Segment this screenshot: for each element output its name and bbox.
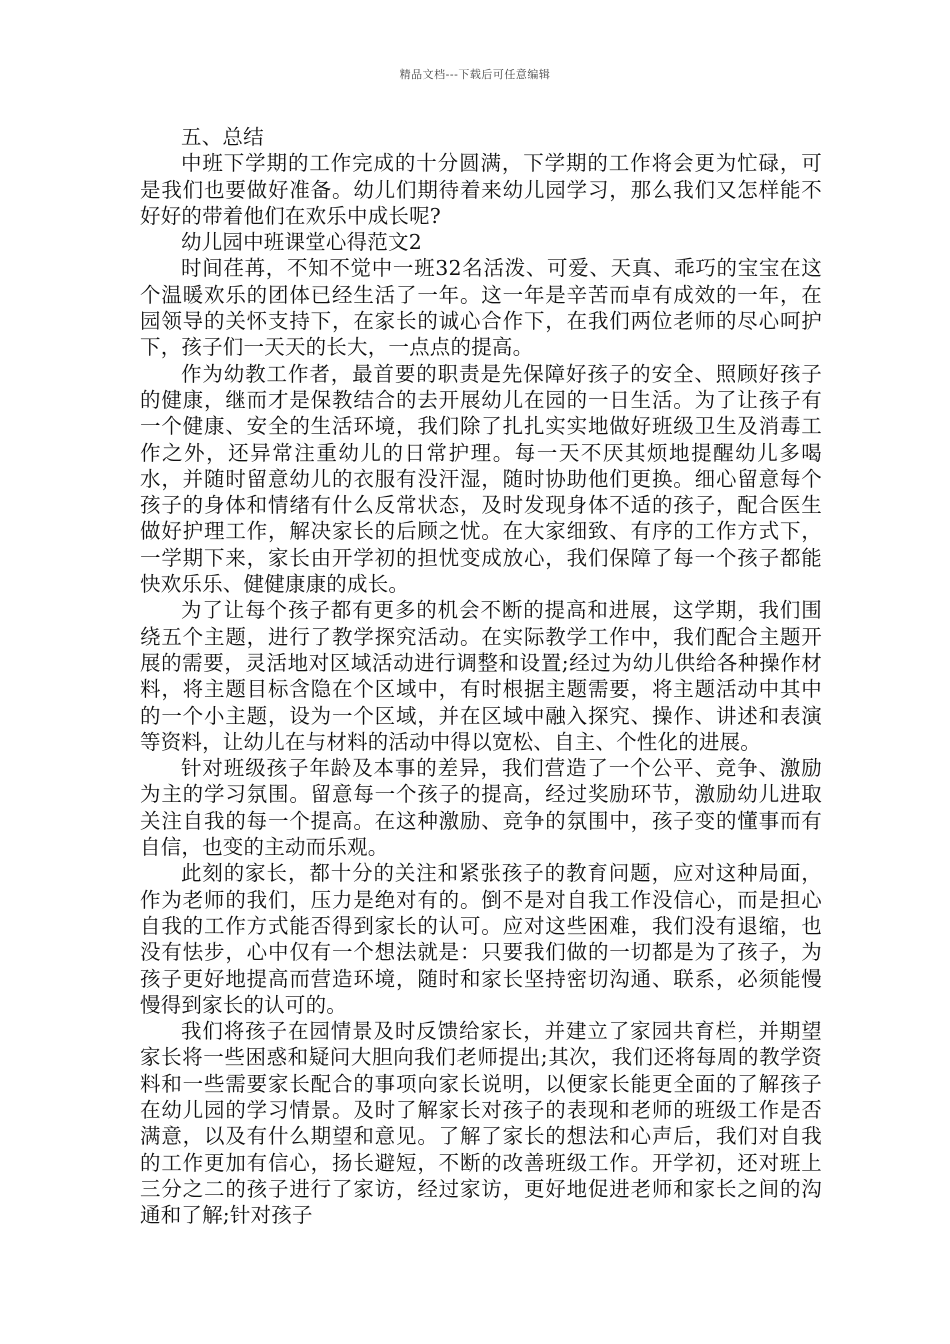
section-heading-summary: 五、总结 (181, 125, 264, 149)
paragraph: 针对班级孩子年龄及本事的差异，我们营造了一个公平、竞争、激励为主的学习氛围。留意每一个孩子的提高，经过奖励环节，激励幼儿进取关注自我的每一个提高。在这种激励、竞争的氛围中，孩子变的懂事而有自信，也变的主动而乐观。 (140, 756, 822, 860)
paragraph: 我们将孩子在园情景及时反馈给家长，并建立了家园共育栏，并期望家长将一些困惑和疑问大胆向我们老师提出;其次，我们还将每周的教学资料和一些需要家长配合的事项向家长说明，以便家长能更全面的了解孩子在幼儿园的学习情景。及时了解家长对孩子的表现和老师的班级工作是否满意，以及有什么期望和意见。了解了家长的想法和心声后，我们对自我的工作更加有信心，扬长避短，不断的改善班级工作。开学初，还对班上三分之二的孩子进行了家访，经过家访，更好地促进老师和家长之间的沟通和了解;针对孩子 (140, 1019, 822, 1228)
page-header: 精品文档---下载后可任意编辑 (399, 68, 551, 81)
paragraph: 作为幼教工作者，最首要的职责是先保障好孩子的安全、照顾好孩子的健康，继而才是保教结合的去开展幼儿在园的一日生活。为了让孩子有一个健康、安全的生活环境，我们除了扎扎实实地做好班级卫生及消毒工作之外，还异常注重幼儿的日常护理。每一天不厌其烦地提醒幼儿多喝水，并随时留意幼儿的衣服有没汗湿，随时协助他们更换。细心留意每个孩子的身体和情绪有什么反常状态，及时发现身体不适的孩子，配合医生做好护理工作，解决家长的后顾之忧。在大家细致、有序的工作方式下，一学期下来，家长由开学初的担忧变成放心，我们保障了每一个孩子都能快欢乐乐、健健康康的成长。 (140, 361, 822, 597)
paragraph: 时间荏苒，不知不觉中一班32名活泼、可爱、天真、乖巧的宝宝在这个温暖欢乐的团体已经生活了一年。这一年是辛苦而卓有成效的一年，在园领导的关怀支持下，在家长的诚心合作下，在我们两位老师的尽心呵护下，孩子们一天天的长大，一点点的提高。 (140, 256, 822, 360)
paragraph: 中班下学期的工作完成的十分圆满，下学期的工作将会更为忙碌，可是我们也要做好准备。幼儿们期待着来幼儿园学习，那么我们又怎样能不好好的带着他们在欢乐中成长呢? (140, 151, 822, 228)
document-body (140, 124, 822, 1228)
paragraph: 此刻的家长，都十分的关注和紧张孩子的教育问题，应对这种局面，作为老师的我们，压力是绝对有的。倒不是对自我工作没信心，而是担心自我的工作方式能否得到家长的认可。应对这些困难，我们没有退缩，也没有怯步，心中仅有一个想法就是：只要我们做的一切都是为了孩子，为孩子更好地提高而营造环境，随时和家长坚持密切沟通、联系，必须能慢慢得到家长的认可的。 (140, 861, 822, 1017)
paragraph: 为了让每个孩子都有更多的机会不断的提高和进展，这学期，我们围绕五个主题，进行了教学探究活动。在实际教学工作中，我们配合主题开展的需要，灵活地对区域活动进行调整和设置;经过为幼儿供给各种操作材料，将主题目标含隐在个区域中，有时根据主题需要，将主题活动中其中的一个小主题，设为一个区域，并在区域中融入探究、操作、讲述和表演等资料，让幼儿在与材料的活动中得以宽松、自主、个性化的进展。 (140, 598, 822, 754)
article-title: 幼儿园中班课堂心得范文2 (181, 230, 422, 255)
